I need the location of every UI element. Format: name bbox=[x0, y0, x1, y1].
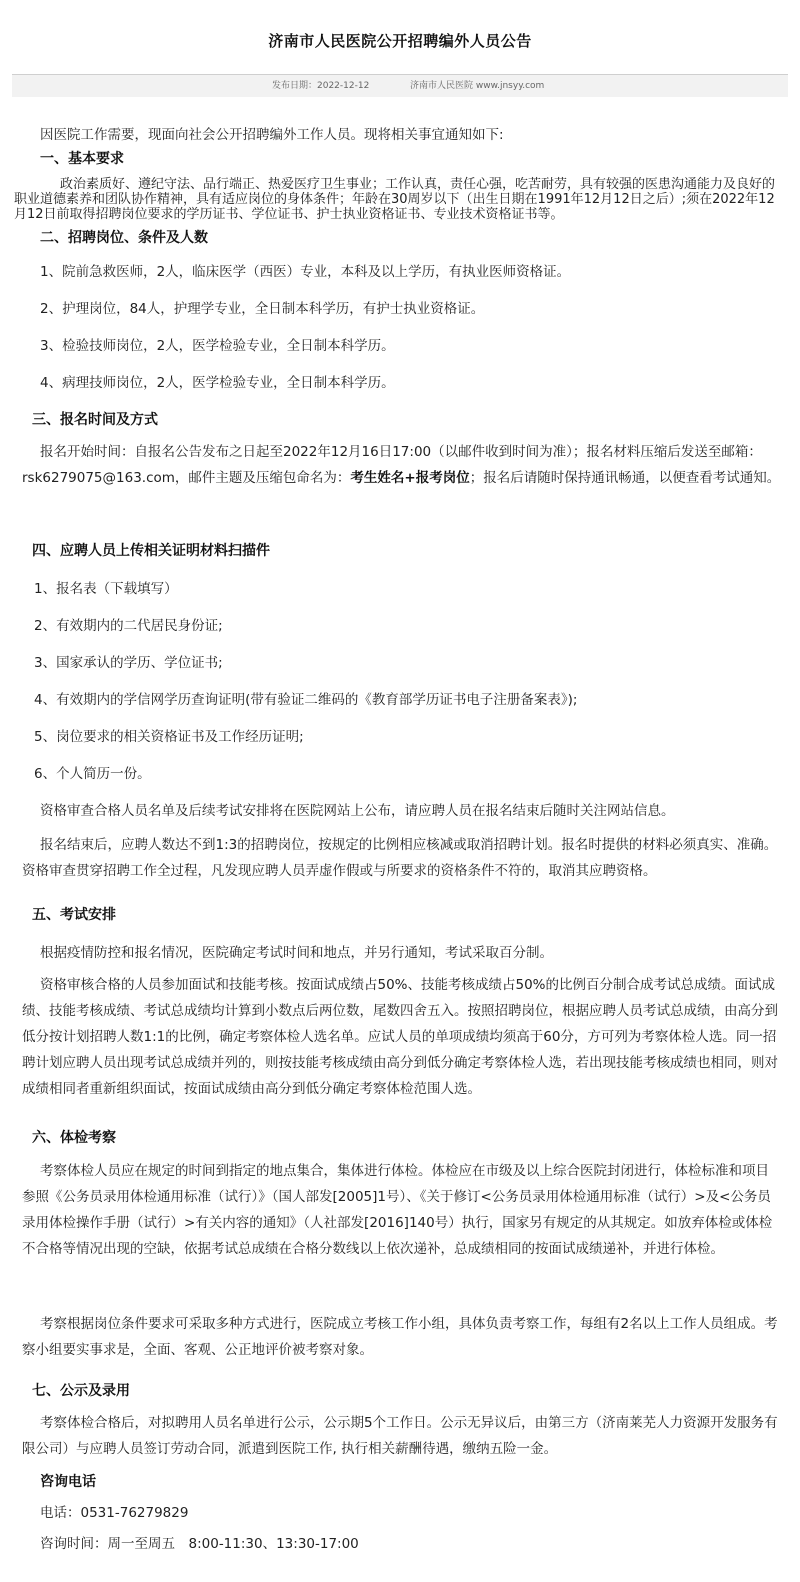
section-heading-medical: 六、体检考察 bbox=[32, 1130, 116, 1146]
medical-paragraph-2: 考察根据岗位条件要求可采取多种方式进行，医院成立考核工作小组，具体负责考察工作，每组有2名以上工作人员组成。考察小组要实事求是，全面、客观、公正地评价被考察对象。 bbox=[22, 1316, 778, 1358]
section-heading-registration: 三、报名时间及方式 bbox=[32, 412, 158, 428]
intro-paragraph: 因医院工作需要，现面向社会公开招聘编外工作人员。现将相关事宜通知如下: bbox=[40, 127, 504, 143]
material-item-2: 2、有效期内的二代居民身份证; bbox=[34, 618, 223, 634]
registration-text-1: 报名开始时间：自报名公告发布之日起至2022年12月16日17:00（以邮件收到时间为准）；报名材料压缩后发送至邮箱：rsk6279075@163.com，邮件主题及压缩包命名为： bbox=[22, 444, 762, 486]
material-item-3: 3、国家承认的学历、学位证书; bbox=[34, 655, 223, 671]
exam-paragraph-2: 资格审核合格的人员参加面试和技能考核。按面试成绩占50%、技能考核成绩占50%的比例百分制合成考试总成绩。面试成绩、技能考核成绩、考试总成绩均计算到小数点后两位数，尾数四舍五入。按照招聘岗位，根据应聘人员考试总成绩，由高分到低分按计划招聘人数1:1的比例，确定考察体检人选名单。应试人员的单项成绩均须高于60分，方可列为考察体检人选。同一招聘计划应聘人员出现考试总成绩并列的，则按技能考核成绩由高分到低分确定考察体检人选，若出现技能考核成绩也相同，则对成绩相同者重新组织面试，按面试成绩由高分到低分确定考察体检范围人选。 bbox=[22, 977, 778, 1097]
medical-paragraph-1: 考察体检人员应在规定的时间到指定的地点集合，集体进行体检。体检应在市级及以上综合医院封闭进行，体检标准和项目参照《公务员录用体检通用标准（试行）》（国人部发[2005]1号）、《关于修订<公务员录用体检通用标准（试行）>及<公务员录用体检操作手册（试行）>有关内容的通知》（人社部发[2016]140号）执行，国家另有规定的从其规定。如放弃体检或体检不合格等情况出现的空缺，依据考试总成绩在合格分数线以上依次递补，总成绩相同的按面试成绩递补，并进行体检。 bbox=[22, 1163, 773, 1257]
section-heading-requirements: 一、基本要求 bbox=[40, 151, 124, 167]
contact-hours: 咨询时间：周一至周五 8:00-11:30、13:30-17:00 bbox=[40, 1536, 359, 1552]
publicity-paragraph: 考察体检合格后，对拟聘用人员名单进行公示，公示期5个工作日。公示无异议后，由第三方（济南莱芜人力资源开发服务有限公司）与应聘人员签订劳动合同，派遣到医院工作, 执行相关薪酬待遇，缴纳五险一金。 bbox=[22, 1415, 778, 1457]
page-title: 济南市人民医院公开招聘编外人员公告 bbox=[268, 32, 532, 50]
exam-paragraph-1: 根据疫情防控和报名情况，医院确定考试时间和地点，并另行通知，考试采取百分制。 bbox=[40, 945, 553, 961]
position-item-2: 2、护理岗位，84人，护理学专业，全日制本科学历，有护士执业资格证。 bbox=[40, 301, 485, 317]
position-item-3: 3、检验技师岗位，2人，医学检验专业，全日制本科学历。 bbox=[40, 338, 395, 354]
meta-bar bbox=[12, 74, 788, 97]
source-link[interactable]: 济南市人民医院 www.jnsyy.com bbox=[410, 81, 545, 91]
section-heading-exam: 五、考试安排 bbox=[32, 907, 116, 923]
section-heading-publicity: 七、公示及录用 bbox=[32, 1383, 130, 1399]
material-item-4: 4、有效期内的学信网学历查询证明(带有验证二维码的《教育部学历证书电子注册备案表》); bbox=[34, 692, 578, 708]
email-subject-format: 考生姓名+报考岗位 bbox=[350, 470, 470, 486]
material-item-6: 6、个人简历一份。 bbox=[34, 766, 151, 782]
material-item-5: 5、岗位要求的相关资格证书及工作经历证明; bbox=[34, 729, 304, 745]
registration-text-2: ；报名后请随时保持通讯畅通，以便查看考试通知。 bbox=[469, 470, 781, 486]
contact-phone: 电话：0531-76279829 bbox=[40, 1505, 189, 1521]
contact-heading: 咨询电话 bbox=[40, 1474, 96, 1490]
section-heading-materials: 四、应聘人员上传相关证明材料扫描件 bbox=[32, 543, 270, 559]
requirements-paragraph: 政治素质好、遵纪守法、品行端正、热爱医疗卫生事业；工作认真，责任心强，吃苦耐劳，具有较强的医患沟通能力及良好的职业道德素养和团队协作精神，具有适应岗位的身体条件；年龄在30周岁以下（出生日期在1991年12月12日之后）;须在2022年12月12日前取得招聘岗位要求的学历证书、学位证书、护士执业资格证书、专业技术资格证书等。 bbox=[14, 177, 776, 222]
position-item-4: 4、病理技师岗位，2人，医学检验专业，全日制本科学历。 bbox=[40, 375, 395, 391]
registration-ratio-notice: 报名结束后，应聘人数达不到1:3的招聘岗位，按规定的比例相应核减或取消招聘计划。报名时提供的材料必须真实、准确。资格审查贯穿招聘工作全过程，凡发现应聘人员弄虚作假或与所要求的资格条件不符的，取消其应聘资格。 bbox=[22, 837, 778, 879]
qualification-notice: 资格审查合格人员名单及后续考试安排将在医院网站上公布，请应聘人员在报名结束后随时关注网站信息。 bbox=[40, 803, 675, 819]
material-item-1: 1、报名表（下载填写） bbox=[34, 581, 178, 597]
section-heading-positions: 二、招聘岗位、条件及人数 bbox=[40, 230, 208, 246]
position-item-1: 1、院前急救医师，2人，临床医学（西医）专业，本科及以上学历，有执业医师资格证。 bbox=[40, 264, 571, 280]
registration-paragraph bbox=[22, 439, 782, 491]
publish-date: 发布日期：2022-12-12 bbox=[272, 81, 370, 91]
